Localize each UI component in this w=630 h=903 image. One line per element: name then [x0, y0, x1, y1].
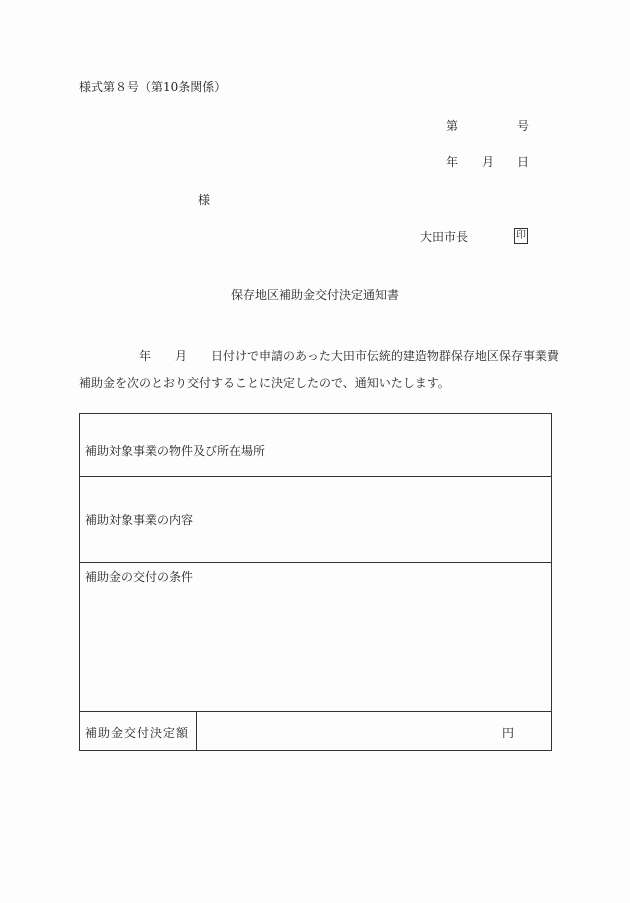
- document-number-suffix: 号: [517, 119, 530, 133]
- recipient-honorific: 様: [198, 193, 211, 207]
- table-row: [80, 477, 551, 563]
- grant-amount-label: 補助金交付決定額: [85, 726, 190, 740]
- date-month-label: 月: [482, 155, 495, 169]
- document-title: 保存地区補助金交付決定通知書: [230, 288, 399, 302]
- project-content-label: 補助対象事業の内容: [85, 513, 194, 527]
- table-row: [80, 414, 551, 477]
- body-line-2: 補助金を次のとおり交付することに決定したので、通知いたします。: [79, 376, 450, 390]
- form-number: 様式第８号（第10条関係）: [79, 80, 227, 94]
- body-line-1: 年 月 日付けで申請のあった大田市伝統的建造物群保存地区保存事業費: [79, 349, 559, 363]
- seal-mark: 印: [514, 228, 528, 244]
- yen-unit: 円: [502, 726, 515, 740]
- issuer-name: 大田市長: [420, 230, 469, 244]
- grant-conditions-label: 補助金の交付の条件: [85, 570, 194, 584]
- table-row: [80, 563, 551, 712]
- table-row: [80, 712, 551, 750]
- document-number-label: 第: [446, 119, 459, 133]
- details-table: [79, 413, 552, 751]
- cell-divider: [196, 712, 197, 750]
- date-year-label: 年: [446, 155, 459, 169]
- property-location-label: 補助対象事業の物件及び所在場所: [85, 444, 266, 458]
- date-day-label: 日: [517, 155, 530, 169]
